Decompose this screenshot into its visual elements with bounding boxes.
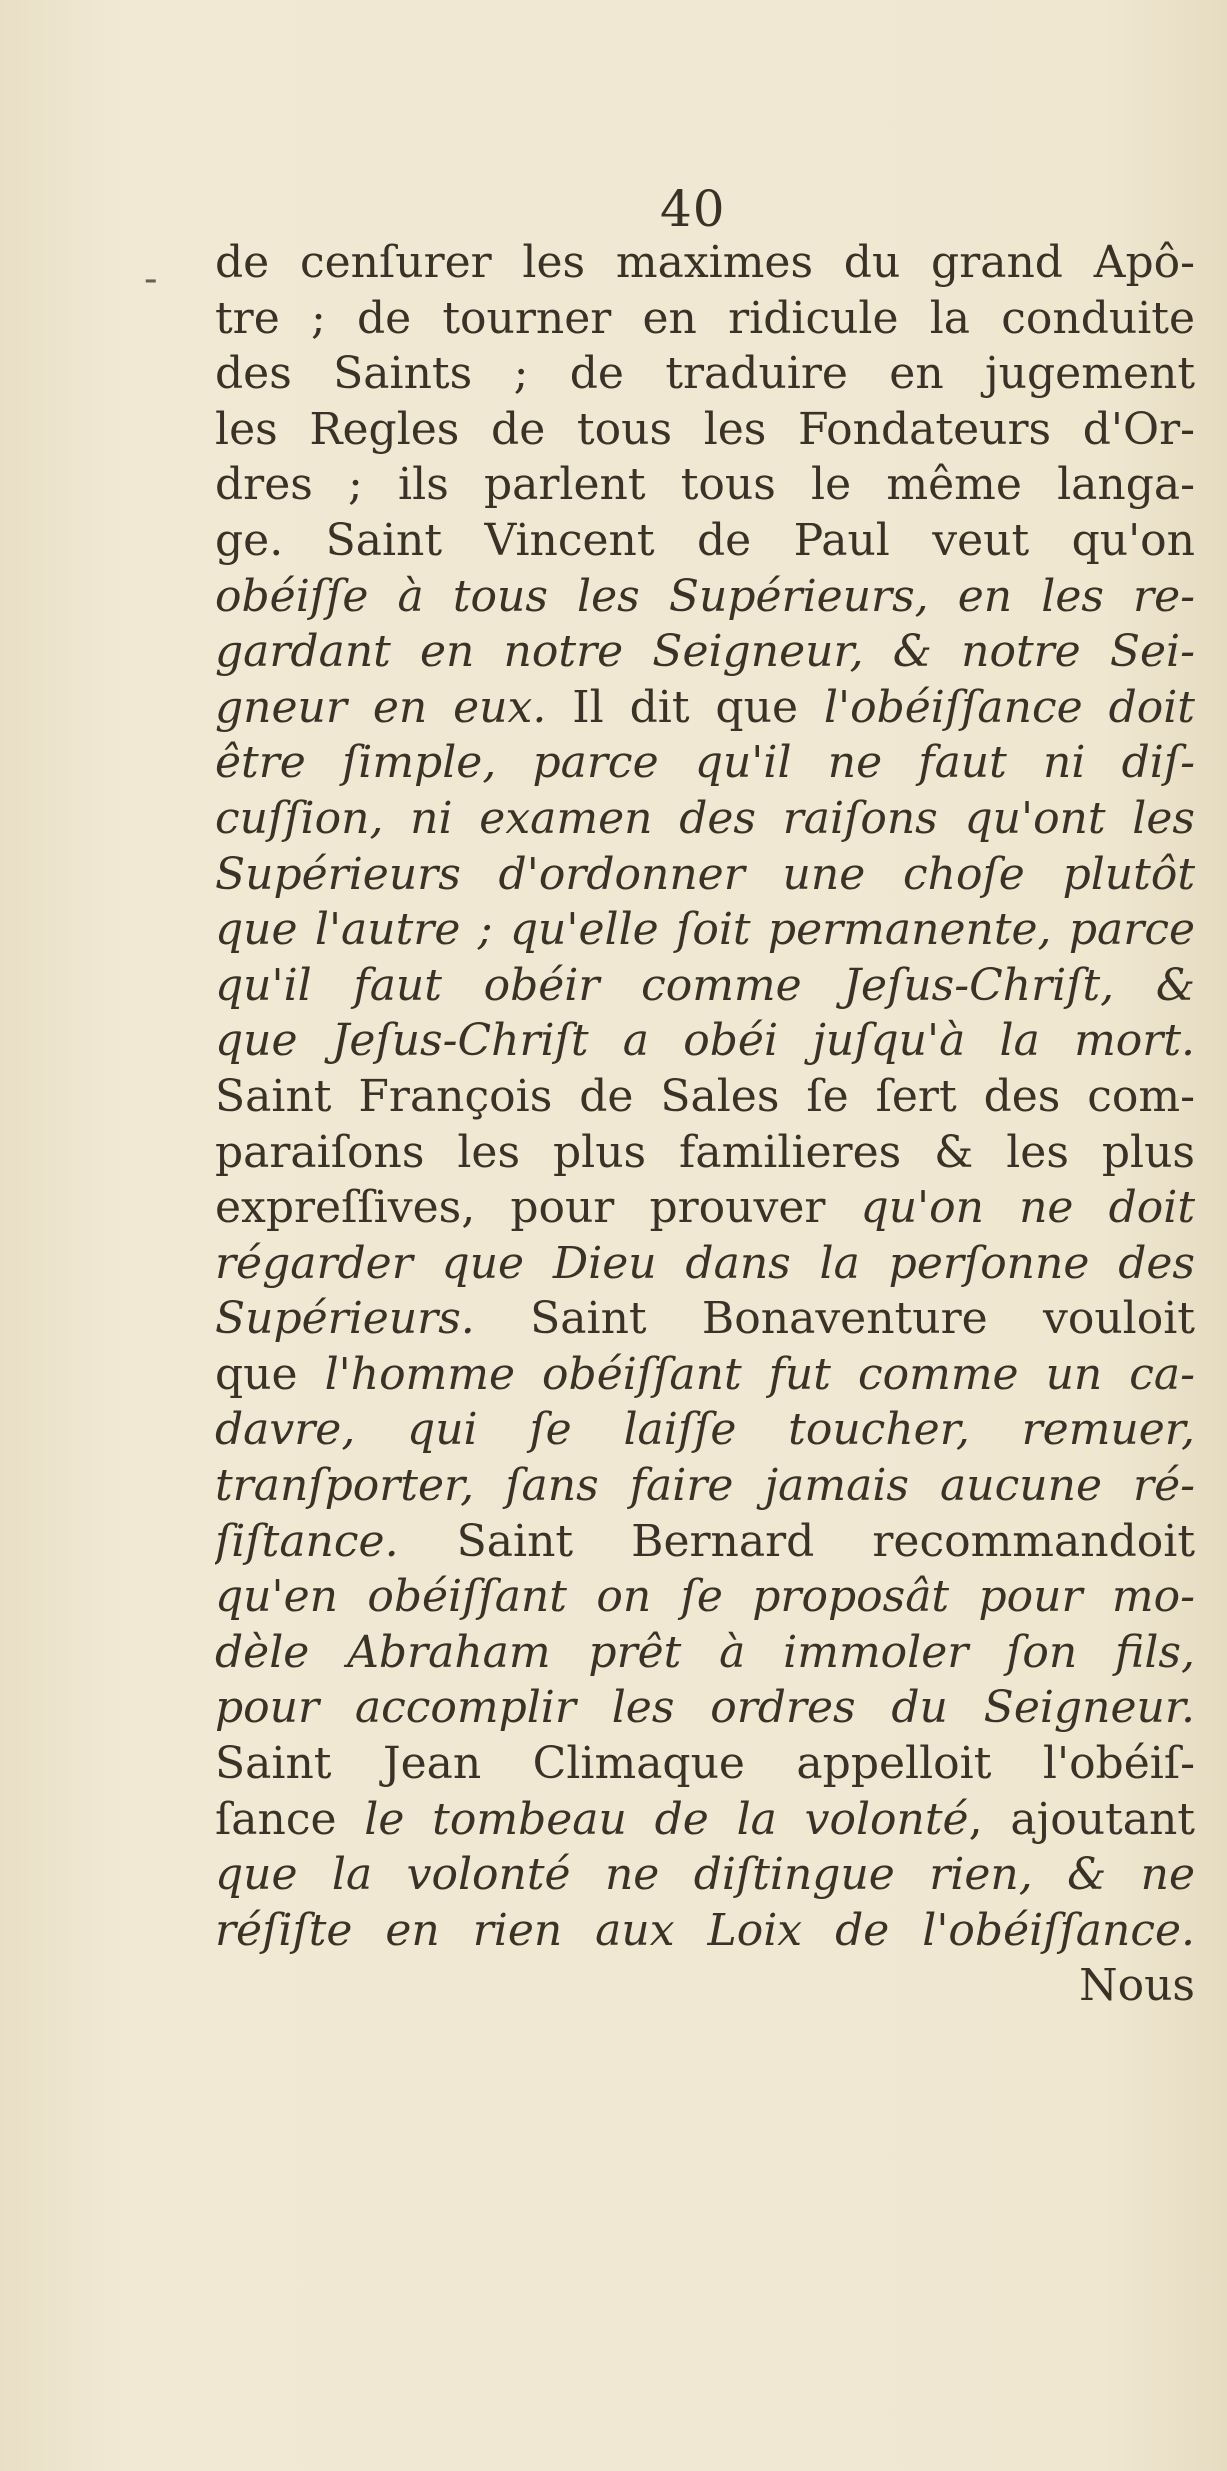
roman-text: dres ; ils parlent tous le même langa- [215,459,1195,511]
italic-text: le tombeau de la volonté [364,1793,969,1845]
italic-text: réſiſte en rien aux Loix de l'obéiſſance. [215,1904,1195,1956]
text-line [215,1125,1195,1181]
text-line [215,346,1195,402]
text-line [215,1236,1195,1292]
text-line [215,1180,1195,1236]
roman-text: Il dit que [546,681,824,733]
italic-text: être ſimple, parce qu'il ne faut ni diſ- [215,737,1195,789]
italic-text: dèle Abraham prêt à immoler ſon fils, [215,1626,1195,1678]
roman-text: ge. Saint Vincent de Paul veut qu'on [215,514,1195,566]
text-line [215,1347,1195,1403]
italic-text: gardant en notre Seigneur, & notre Sei- [215,626,1195,678]
text-line [215,513,1195,569]
roman-text: des Saints ; de traduire en jugement [215,348,1195,400]
roman-text: paraiſons les plus familieres & les plus [215,1126,1195,1178]
text-line [215,1847,1195,1903]
text-line [215,847,1195,903]
text-line [215,902,1195,958]
text-line [215,291,1195,347]
italic-text: que Jeſus-Chriſt a obéi juſqu'à la mort. [215,1015,1195,1067]
roman-text: Saint Bernard recommandoit [398,1515,1195,1567]
text-line [215,569,1195,625]
italic-text: pour accomplir les ordres du Seigneur. [215,1682,1195,1734]
roman-text: Saint Bonaventure vouloit [474,1293,1195,1345]
text-line [215,1291,1195,1347]
text-line [215,1569,1195,1625]
roman-text: que [215,1348,325,1400]
text-line [215,680,1195,736]
italic-text: davre, qui ſe laiſſe toucher, remuer, [215,1404,1195,1456]
text-line [215,624,1195,680]
italic-text: l'obéiſſance doit [823,681,1195,733]
margin-mark: - [144,256,158,302]
text-line [215,1069,1195,1125]
text-line [215,735,1195,791]
text-line [215,1792,1195,1848]
text-line [215,235,1195,291]
italic-text: gneur en eux. [215,681,547,733]
text-line [215,1514,1195,1570]
italic-text: Supérieurs d'ordonner une choſe plutôt [215,848,1195,900]
italic-text: qu'en obéiſſant on ſe proposât pour mo- [215,1571,1195,1623]
catchword: Nous [1079,1960,1195,2012]
text-line [215,958,1195,1014]
roman-text: expreſſives, pour prouver [215,1182,861,1234]
text-line [215,1680,1195,1736]
body-text [215,235,1195,2014]
roman-text: les Regles de tous les Fondateurs d'Or- [215,403,1195,455]
italic-text: régarder que Dieu dans la perſonne des [215,1237,1195,1289]
italic-text: ſiſtance. [215,1515,399,1567]
italic-text: que la volonté ne diſtingue rien, & ne [215,1849,1195,1901]
roman-text: de cenſurer les maximes du grand Apô- [215,237,1195,288]
text-line [215,1625,1195,1681]
page-number: 40 [660,180,726,238]
italic-text: cuſſion, ni examen des raiſons qu'ont les [215,792,1195,844]
text-line [215,1402,1195,1458]
roman-text: tre ; de tourner en ridicule la conduite [215,292,1195,344]
italic-text: tranſporter, ſans faire jamais aucune ré- [215,1460,1195,1512]
italic-text: que l'autre ; qu'elle ſoit permanente, parce [215,904,1195,956]
italic-text: obéiſſe à tous les Supérieurs, en les re- [215,570,1195,622]
italic-text: qu'il faut obéir comme Jeſus-Chriſt, & [215,959,1195,1011]
roman-text: ſance [215,1793,365,1845]
roman-text: , ajoutant [968,1793,1195,1845]
text-line [215,1736,1195,1792]
text-line [215,791,1195,847]
text-line [215,1458,1195,1514]
italic-text: l'homme obéiſſant fut comme un ca- [324,1348,1195,1400]
text-line [215,1013,1195,1069]
roman-text: Saint Jean Climaque appelloit l'obéiſ- [215,1738,1195,1790]
text-line [215,402,1195,458]
italic-text: qu'on ne doit [860,1182,1195,1234]
italic-text: Supérieurs. [215,1293,475,1345]
roman-text: Saint François de Sales ſe ſert des com- [215,1070,1195,1122]
text-line [215,1903,1195,1959]
text-line [215,457,1195,513]
